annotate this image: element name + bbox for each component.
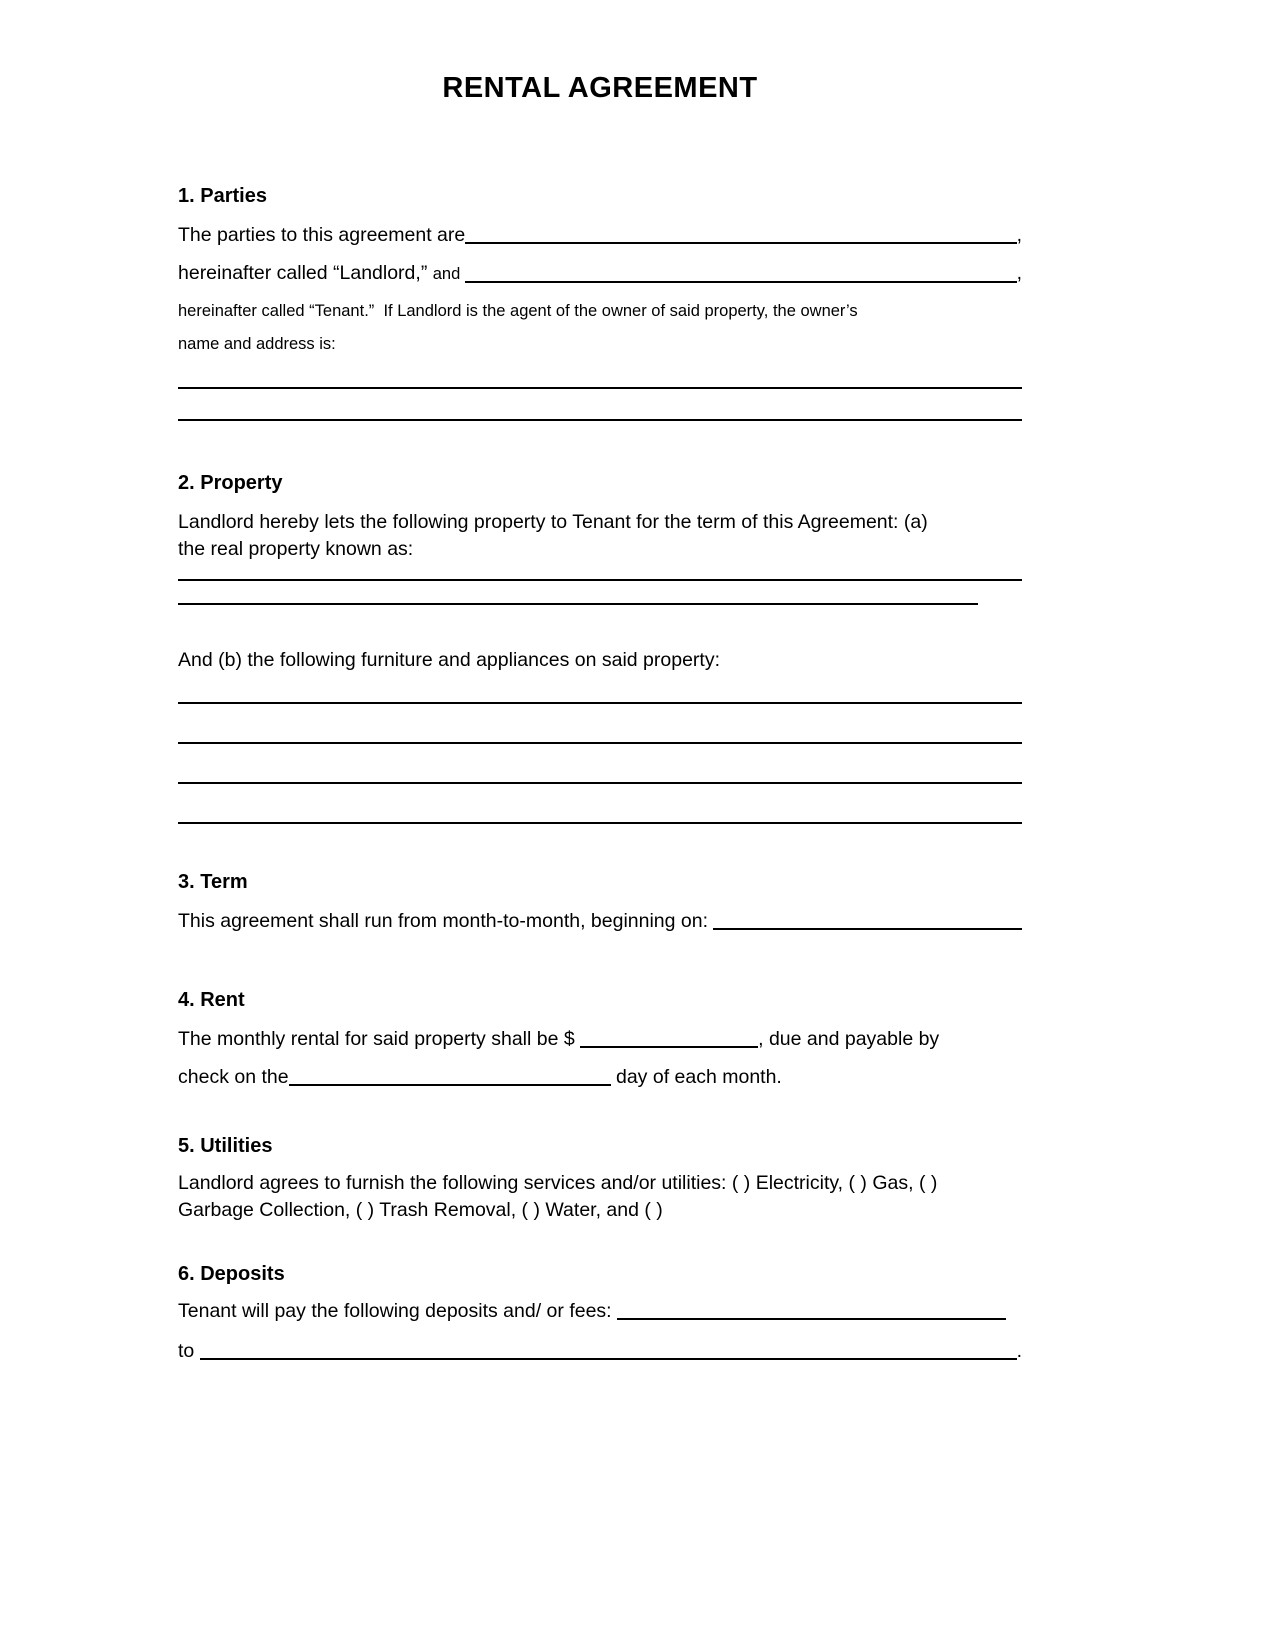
blank-furniture-line-3 (178, 782, 1022, 784)
section-heading-property: 2. Property (178, 472, 283, 494)
parties-note-line1: hereinafter called “Tenant.” If Landlord is the agent of the owner of said property, the owner’s (178, 302, 858, 320)
property-paragraph (178, 509, 1022, 563)
blank-landlord-name (465, 242, 1016, 244)
property-para-line1: Landlord hereby lets the following property to Tenant for the term of this Agreement: (a) (178, 511, 928, 533)
section-heading-utilities: 5. Utilities (178, 1135, 273, 1157)
parties-line2-and: and (432, 265, 465, 283)
blank-deposit-payee (200, 1358, 1017, 1360)
term-text: This agreement shall run from month-to-month, beginning on: (178, 910, 714, 932)
parties-line2-text: hereinafter called “Landlord,” (178, 262, 433, 284)
parties-line2-comma: , (1016, 262, 1022, 284)
deposits-line-1 (178, 1296, 1022, 1326)
utilities-paragraph (178, 1170, 1022, 1224)
rent-line-1 (178, 1024, 1022, 1054)
deposits-line1-prefix: Tenant will pay the following deposits and/ or fees: (178, 1300, 618, 1322)
blank-furniture-line-1 (178, 702, 1022, 704)
blank-owner-address-line-2 (178, 419, 1022, 421)
property-furniture-text: And (b) the following furniture and appliances on said property: (178, 649, 720, 671)
blank-property-address-line-2 (178, 603, 978, 605)
utilities-para-line2: Garbage Collection, ( ) Trash Removal, ( ) Water, and ( ) (178, 1199, 663, 1221)
parties-line1-comma: , (1016, 224, 1022, 246)
blank-beginning-date (713, 928, 1022, 930)
deposits-line-2 (178, 1336, 1022, 1366)
deposits-line2-prefix: to (178, 1340, 200, 1362)
parties-note-line2: name and address is: (178, 335, 336, 353)
parties-line-2 (178, 258, 1022, 289)
blank-furniture-line-4 (178, 822, 1022, 824)
blank-furniture-line-2 (178, 742, 1022, 744)
property-para-line2: the real property known as: (178, 538, 414, 560)
rent-line1-prefix: The monthly rental for said property shall be $ (178, 1028, 581, 1050)
document-title: RENTAL AGREEMENT (442, 72, 758, 104)
blank-property-address-line-1 (178, 579, 1022, 581)
blank-rent-amount (580, 1046, 758, 1048)
parties-line1-text: The parties to this agreement are (178, 224, 466, 246)
rent-line1-suffix: , due and payable by (758, 1028, 940, 1050)
parties-line-1 (178, 220, 1022, 250)
section-heading-term: 3. Term (178, 871, 248, 893)
rent-line2-prefix: check on the (178, 1066, 289, 1088)
blank-rent-due-day (289, 1084, 611, 1086)
utilities-para-line1: Landlord agrees to furnish the following services and/or utilities: ( ) Electricity, ( ) Gas, ( ) (178, 1172, 938, 1194)
blank-tenant-name (465, 281, 1017, 283)
blank-owner-address-line-1 (178, 387, 1022, 389)
parties-note (178, 295, 1022, 361)
section-heading-deposits: 6. Deposits (178, 1263, 285, 1285)
term-line (178, 906, 1022, 936)
blank-deposit-fees (617, 1318, 1006, 1320)
rent-line-2 (178, 1062, 1022, 1092)
rent-line2-suffix: day of each month. (610, 1066, 782, 1088)
section-heading-parties: 1. Parties (178, 185, 267, 207)
deposits-line2-period: . (1016, 1340, 1022, 1362)
section-heading-rent: 4. Rent (178, 989, 245, 1011)
